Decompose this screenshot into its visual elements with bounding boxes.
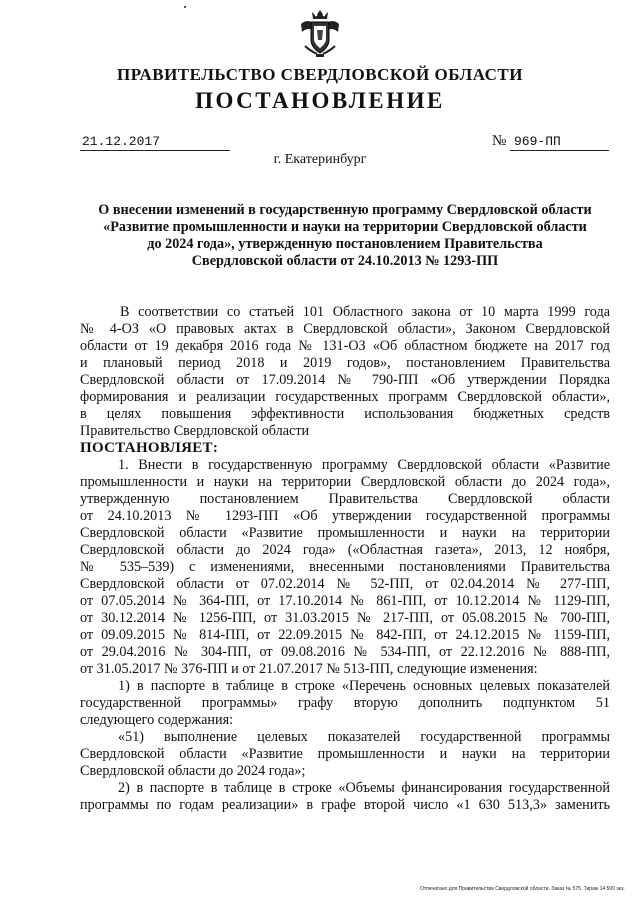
body-line: от 09.09.2015 № 814-ПП, от 22.09.2015 № 842-ПП, от 24.12.2015 № 1159-ПП,	[80, 627, 610, 643]
title-line: «Развитие промышленности и науки на территории Свердловской области	[103, 219, 587, 235]
city: г. Екатеринбург	[273, 152, 367, 167]
print-note: Отпечатано для Правительства Свердловской области. Заказ № 575. Тираж 14 500 экз.	[420, 886, 625, 892]
government-name: ПРАВИТЕЛЬСТВО СВЕРДЛОВСКОЙ ОБЛАСТИ	[117, 65, 523, 84]
body-line: Свердловской области до 2024 года» («Областная газета», 2013, 12 ноября,	[80, 542, 610, 558]
document-title	[80, 202, 610, 270]
body-line: В соответствии со статьей 101 Областного закона от 10 марта 1999 года	[120, 304, 610, 320]
number-label: №	[492, 133, 507, 149]
body-line: № 4-ОЗ «О правовых актах в Свердловской области», Законом Свердловской	[80, 321, 610, 337]
body-line: программы по годам реализации» в графе второй число «1 630 513,3» заменить	[80, 797, 610, 813]
body-line: промышленности и науки на территории Свердловской области до 2024 года»,	[80, 474, 610, 490]
body-line: Свердловской области «Развитие промышленности и науки на территории	[80, 525, 610, 541]
document-kind: ПОСТАНОВЛЕНИЕ	[195, 88, 445, 113]
body-line: от 07.05.2014 № 364-ПП, от 17.10.2014 № 861-ПП, от 10.12.2014 № 1129-ПП,	[80, 593, 610, 609]
body-line: в целях повышения эффективности использования бюджетных средств	[80, 406, 610, 422]
body-line: 2) в паспорте в таблице в строке «Объемы финансирования государственной	[118, 780, 610, 796]
body-line: № 535–539) с изменениями, внесенными постановлениями Правительства	[80, 559, 610, 575]
body-line: утвержденную постановлением Правительства Свердловской области	[80, 491, 610, 507]
body-line: Свердловской области «Развитие промышленности и науки на территории	[80, 746, 610, 762]
body-line: от 30.12.2014 № 1256-ПП, от 31.03.2015 № 217-ПП, от 05.08.2015 № 700-ПП,	[80, 610, 610, 626]
body-line: и плановый период 2018 и 2019 годов», постановлением Правительства	[80, 355, 610, 371]
body-line: государственной программы» графу вторую дополнить подпунктом 51	[80, 695, 610, 711]
body-line: 1) в паспорте в таблице в строке «Перечень основных целевых показателей	[118, 678, 610, 694]
body-line: области от 19 декабря 2016 года № 131-ОЗ «Об областном бюджете на 2017 год	[80, 338, 610, 354]
body-line: следующего содержания:	[80, 712, 234, 728]
coat-of-arms-icon	[297, 6, 343, 58]
document-date: 21.12.2017	[80, 134, 230, 151]
body-line: Правительство Свердловской области	[80, 423, 310, 439]
body-line: Свердловской области до 2024 года»;	[80, 763, 306, 779]
document-body	[80, 304, 610, 814]
title-line: Свердловской области от 24.10.2013 № 1293-ПП	[191, 253, 499, 269]
title-line: до 2024 года», утвержденную постановлением Правительства	[147, 236, 543, 252]
body-line: формирования и реализации государственных программ Свердловской области»,	[80, 389, 610, 405]
resolves-heading: ПОСТАНОВЛЯЕТ:	[80, 440, 219, 456]
body-line: Свердловской области от 07.02.2014 № 52-ПП, от 02.04.2014 № 277-ПП,	[80, 576, 610, 592]
body-line: 1. Внести в государственную программу Свердловской области «Развитие	[118, 457, 610, 473]
scan-artifact	[184, 6, 186, 8]
body-line: от 29.04.2016 № 304-ПП, от 09.08.2016 № 534-ПП, от 22.12.2016 № 888-ПП,	[80, 644, 610, 660]
title-line: О внесении изменений в государственную программу Свердловской области	[98, 202, 592, 218]
body-line: «51) выполнение целевых показателей государственной программы	[118, 729, 610, 745]
body-line: от 24.10.2013 № 1293-ПП «Об утверждении государственной программы	[80, 508, 610, 524]
document-number: 969-ПП	[510, 134, 609, 151]
body-line: Свердловской области от 17.09.2014 № 790-ПП «Об утверждении Порядка	[80, 372, 610, 388]
body-line: от 31.05.2017 № 376-ПП и от 21.07.2017 № 513-ПП, следующие изменения:	[80, 661, 538, 677]
